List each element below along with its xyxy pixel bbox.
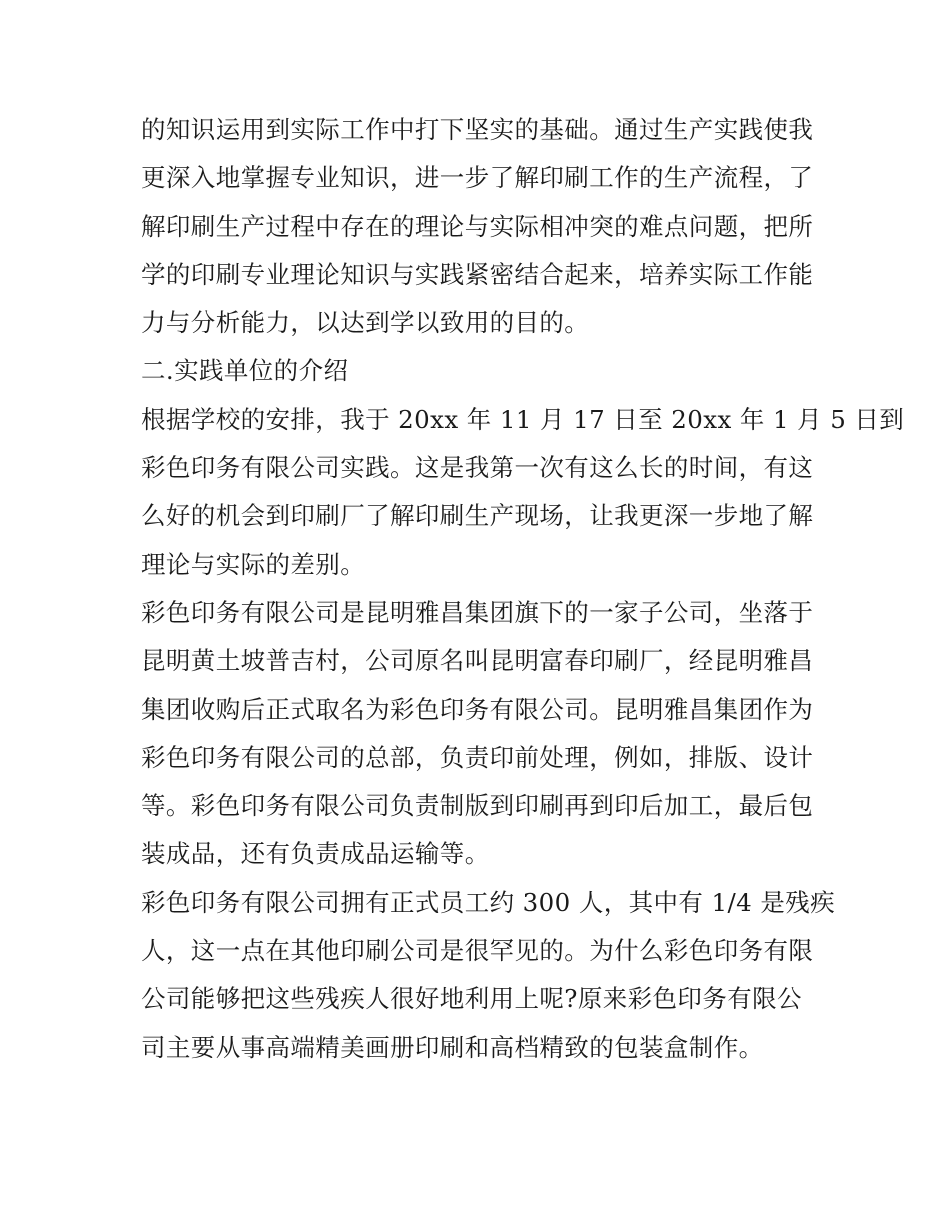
text-line: 更深入地掌握专业知识，进一步了解印刷工作的生产流程，了	[141, 163, 814, 193]
text-line: 装成品，还有负责成品运输等。	[141, 839, 490, 869]
text-line: 彩色印务有限公司是昆明雅昌集团旗下的一家子公司，坐落于	[141, 597, 814, 627]
text-line: 力与分析能力，以达到学以致用的目的。	[141, 308, 590, 338]
text-line: 的知识运用到实际工作中打下坚实的基础。通过生产实践使我	[141, 115, 814, 144]
text-line: 人，这一点在其他印刷公司是很罕见的。为什么彩色印务有限	[141, 936, 814, 966]
text-line: 根据学校的安排，我于 20xx 年 11 月 17 日至 20xx 年 1 月 5 日到	[141, 404, 905, 434]
document-body	[141, 106, 905, 1072]
text-line: 学的印刷专业理论知识与实践紧密结合起来，培养实际工作能	[141, 259, 814, 289]
text-line: 彩色印务有限公司的总部，负责印前处理，例如，排版、设计	[141, 742, 814, 772]
text-line: 么好的机会到印刷厂了解印刷生产现场，让我更深一步地了解	[141, 501, 814, 531]
text-line: 昆明黄土坡普吉村，公司原名叫昆明富春印刷厂，经昆明雅昌	[141, 646, 814, 676]
section-heading: 二.实践单位的介绍	[141, 356, 349, 386]
text-line: 集团收购后正式取名为彩色印务有限公司。昆明雅昌集团作为	[141, 694, 814, 724]
text-line: 司主要从事高端精美画册印刷和高档精致的包装盒制作。	[141, 1032, 764, 1062]
text-line: 理论与实际的差别。	[141, 549, 366, 579]
text-line: 彩色印务有限公司实践。这是我第一次有这么长的时间，有这	[141, 453, 814, 483]
text-line: 彩色印务有限公司拥有正式员工约 300 人，其中有 1/4 是残疾	[141, 887, 836, 917]
text-line: 公司能够把这些残疾人很好地利用上呢?原来彩色印务有限公	[141, 984, 802, 1014]
text-line: 等。彩色印务有限公司负责制版到印刷再到印后加工，最后包	[141, 791, 814, 821]
text-line: 解印刷生产过程中存在的理论与实际相冲突的难点问题，把所	[141, 211, 814, 241]
